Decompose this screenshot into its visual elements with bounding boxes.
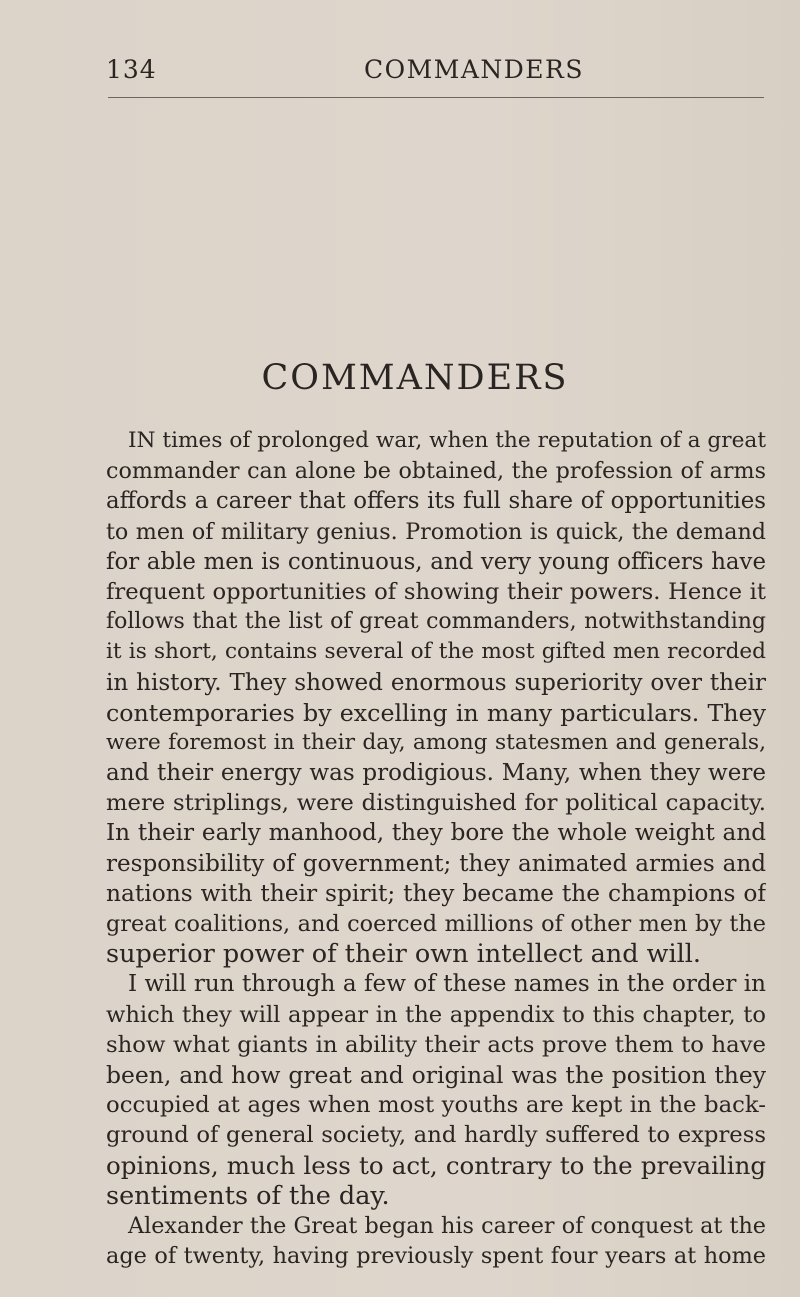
text-line: great coalitions, and coerced millions of other men by the (106, 911, 766, 937)
text-line: I will run through a few of these names in the order in (128, 971, 766, 998)
text-line: sentiments of the day. (106, 1180, 390, 1211)
text-line: were foremost in their day, among statesmen and generals, (106, 729, 766, 755)
text-line: been, and how great and original was the position they (106, 1060, 766, 1089)
text-line: to men of military genius. Promotion is quick, the demand (106, 518, 766, 545)
running-title: COMMANDERS (364, 55, 584, 84)
text-line: occupied at ages when most youths are kept in the back- (106, 1092, 766, 1119)
text-line: age of twenty, having previously spent four years at home (106, 1243, 766, 1270)
text-line: for able men is continuous, and very young officers have (106, 548, 766, 575)
text-line: mere striplings, were distinguished for political capacity. (106, 790, 766, 817)
text-line: it is short, contains several of the most gifted men recorded (106, 639, 766, 665)
header-rule (108, 97, 764, 98)
page-number: 134 (106, 55, 157, 84)
text-line: ground of general society, and hardly suffered to express (106, 1122, 766, 1149)
text-line: In their early manhood, they bore the whole weight and (106, 820, 766, 847)
body-text (106, 426, 766, 1271)
chapter-title: COMMANDERS (261, 358, 569, 398)
running-head (106, 55, 766, 91)
text-line: which they will appear in the appendix to this chapter, to (106, 1001, 766, 1028)
text-line: in history. They showed enormous superiority over their (106, 669, 766, 696)
text-line: contemporaries by excelling in many particulars. They (106, 698, 766, 727)
text-line: nations with their spirit; they became the champions of (106, 879, 766, 907)
text-line: IN times of prolonged war, when the reputation of a great (128, 428, 766, 453)
text-line: commander can alone be obtained, the profession of arms (106, 458, 766, 485)
text-line: and their energy was prodigious. Many, when they were (106, 760, 766, 787)
text-line: frequent opportunities of showing their powers. Hence it (106, 578, 766, 605)
text-line: affords a career that offers its full share of opportunities (106, 488, 766, 515)
text-line: show what giants in ability their acts prove them to have (106, 1031, 766, 1058)
text-line: responsibility of government; they animated armies and (106, 850, 766, 877)
text-line: follows that the list of great commanders, notwithstanding (106, 609, 766, 635)
text-line: opinions, much less to act, contrary to the prevailing (106, 1150, 766, 1180)
text-line: Alexander the Great began his career of conquest at the (128, 1212, 766, 1239)
text-line: superior power of their own intellect and will. (106, 939, 702, 970)
